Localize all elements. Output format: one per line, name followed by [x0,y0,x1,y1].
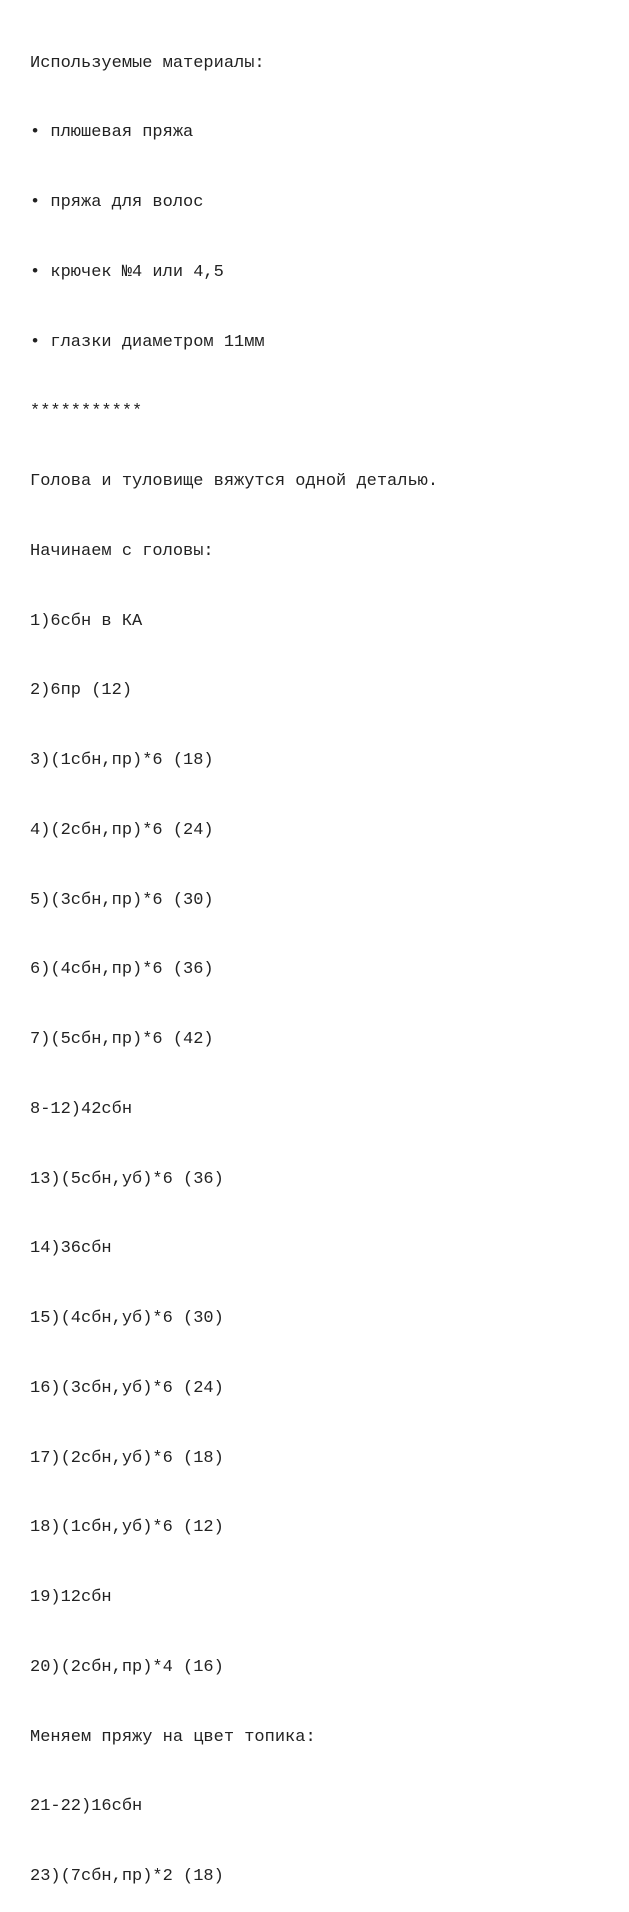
pattern-row: 8-12)42сбн [30,1099,133,1119]
separator: *********** [30,402,143,422]
pattern-row: 5)(3сбн,пр)*6 (30) [30,890,214,910]
instruction-text: Меняем пряжу на цвет топика: [30,1727,316,1747]
section-heading: Начинаем с головы: [30,541,214,561]
pattern-row: 15)(4сбн,уб)*6 (30) [30,1309,224,1328]
material-item: • глазки диаметром 11мм [30,332,265,352]
materials-heading: Используемые материалы: [30,53,265,73]
pattern-row: 19)12сбн [30,1588,112,1607]
instruction-text: Голова и туловище вяжутся одной деталью. [30,472,439,491]
material-item: • крючек №4 или 4,5 [30,262,224,282]
pattern-row: 20)(2сбн,пр)*4 (16) [30,1657,224,1677]
pattern-row: 4)(2сбн,пр)*6 (24) [30,820,214,840]
pattern-row: 23)(7сбн,пр)*2 (18) [30,1867,224,1886]
pattern-document [30,5,625,1912]
pattern-row: 1)6сбн в КА [30,611,143,631]
pattern-row: 2)6пр (12) [30,681,133,701]
pattern-row: 21-22)16сбн [30,1797,143,1817]
pattern-row: 13)(5сбн,уб)*6 (36) [30,1169,224,1189]
pattern-row: 3)(1сбн,пр)*6 (18) [30,751,214,770]
pattern-row: 18)(1сбн,уб)*6 (12) [30,1518,224,1538]
pattern-row: 7)(5сбн,пр)*6 (42) [30,1030,214,1049]
pattern-row: 17)(2сбн,уб)*6 (18) [30,1448,224,1468]
material-item: • плюшевая пряжа [30,123,194,143]
pattern-row: 6)(4сбн,пр)*6 (36) [30,960,214,980]
pattern-row: 14)36сбн [30,1239,112,1259]
material-item: • пряжа для волос [30,193,204,212]
pattern-row: 16)(3сбн,уб)*6 (24) [30,1378,224,1398]
